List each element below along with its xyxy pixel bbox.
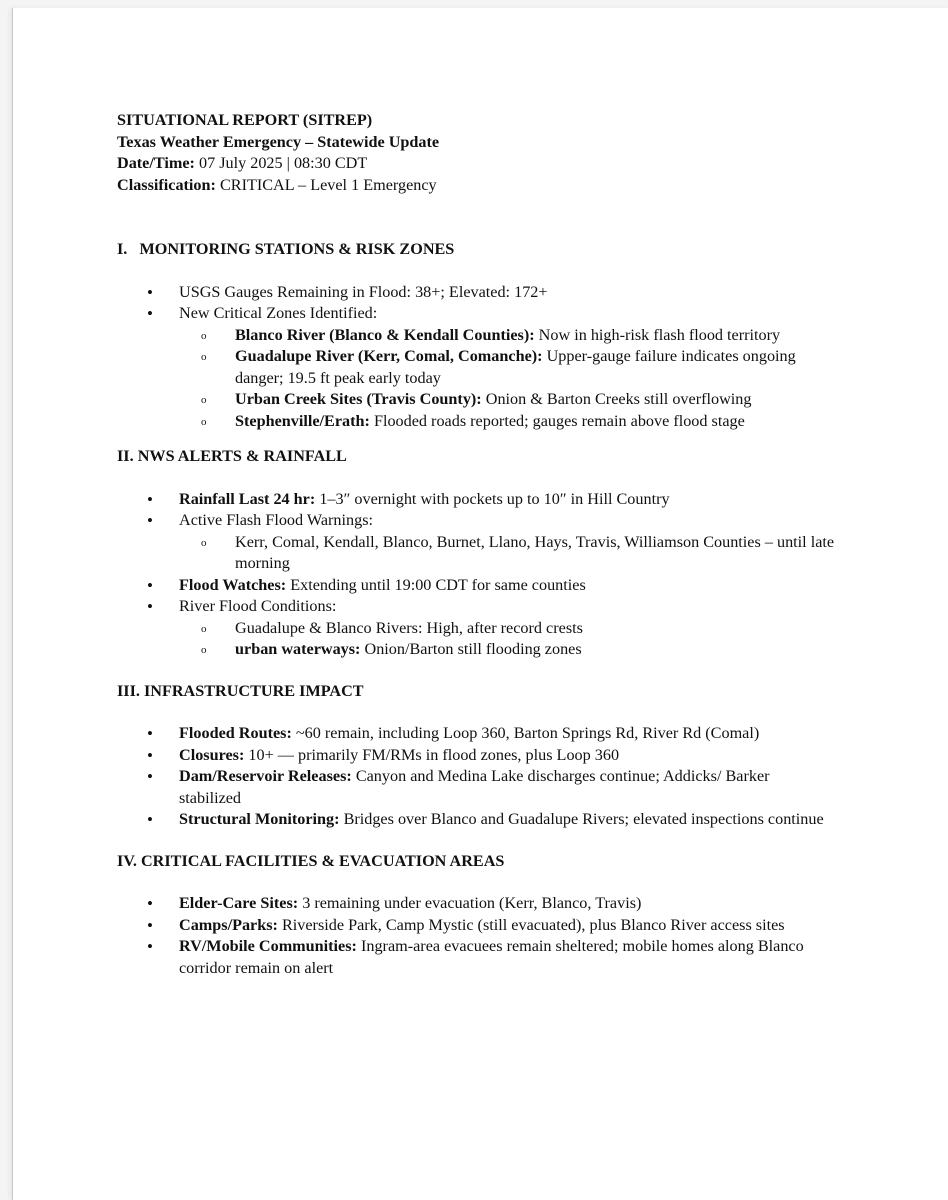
report-body — [117, 110, 857, 979]
section-4-heading: IV. CRITICAL FACILITIES & EVACUATION AREAS — [117, 851, 505, 870]
report-datetime: Date/Time: 07 July 2025 | 08:30 CDT — [117, 154, 368, 172]
list-item: • Camps/Parks: Riverside Park, Camp Mystic (still evacuated), plus Blanco River access sites — [117, 915, 857, 937]
list-item: • Closures: 10+ — primarily FM/RMs in flood zones, plus Loop 360 — [117, 745, 857, 767]
list-item: • Elder-Care Sites: 3 remaining under evacuation (Kerr, Blanco, Travis) — [117, 893, 857, 915]
report-subtitle: Texas Weather Emergency – Statewide Update — [117, 132, 440, 151]
section-3-list — [117, 723, 857, 831]
list-item: o urban waterways: Onion/Barton still flooding zones — [179, 639, 857, 661]
list-item: o Blanco River (Blanco & Kendall Counties): Now in high-risk flash flood territory — [179, 325, 845, 347]
list-item: o Stephenville/Erath: Flooded roads reported; gauges remain above flood stage — [179, 411, 857, 433]
section-2-heading: II. NWS ALERTS & RAINFALL — [117, 447, 347, 465]
list-item: • Structural Monitoring: Bridges over Blanco and Guadalupe Rivers; elevated inspections continue — [117, 809, 857, 831]
sub-list — [179, 532, 857, 575]
document-page — [12, 8, 948, 1200]
list-item: • USGS Gauges Remaining in Flood: 38+; Elevated: 172+ — [117, 282, 857, 304]
section-1-heading: I. MONITORING STATIONS & RISK ZONES — [117, 240, 455, 258]
sub-list — [179, 618, 857, 661]
list-item: • RV/Mobile Communities: Ingram-area evacuees remain sheltered; mobile homes along Blanco corridor remain on alert — [117, 936, 857, 979]
report-classification: Classification: CRITICAL – Level 1 Emergency — [117, 175, 437, 194]
list-item: o Kerr, Comal, Kendall, Blanco, Burnet, Llano, Hays, Travis, Williamson Counties – until late morning — [179, 532, 857, 575]
list-item: o Urban Creek Sites (Travis County): Onion & Barton Creeks still overflowing — [179, 389, 857, 411]
sub-list — [179, 325, 857, 433]
section-2-list — [117, 489, 857, 661]
list-item: • New Critical Zones Identified: o Blanco River (Blanco & Kendall Counties): Now in high-risk flash flood territory o Guadalupe River (Kerr, Comal, Comanche): Upper-gauge failure indicates ongoing danger; 19.5 ft peak early today o Urban Creek Sites (Travis County): Onion & Barton Creeks still overflowing o Stephenville/Erath: Flooded roads reported; gauges remain above flood stage — [117, 303, 857, 432]
list-item: • Dam/Reservoir Releases: Canyon and Medina Lake discharges continue; Addicks/ Barker stabilized — [117, 766, 779, 809]
section-1-list — [117, 282, 857, 433]
report-title: SITUATIONAL REPORT (SITREP) — [117, 111, 373, 129]
list-item: o Guadalupe River (Kerr, Comal, Comanche): Upper-gauge failure indicates ongoing danger; 19.5 ft peak early today — [179, 346, 845, 389]
list-item: • Flooded Routes: ~60 remain, including Loop 360, Barton Springs Rd, River Rd (Comal) — [117, 723, 857, 745]
list-item: • Flood Watches: Extending until 19:00 CDT for same counties — [117, 575, 857, 597]
section-3-heading: III. INFRASTRUCTURE IMPACT — [117, 681, 364, 700]
list-item: o Guadalupe & Blanco Rivers: High, after record crests — [179, 618, 857, 640]
list-item: • River Flood Conditions: o Guadalupe & Blanco Rivers: High, after record crests o urban waterways: Onion/Barton still flooding zones — [117, 596, 857, 661]
list-item: • Active Flash Flood Warnings: o Kerr, Comal, Kendall, Blanco, Burnet, Llano, Hays, Travis, Williamson Counties – until late morning — [117, 510, 857, 575]
section-4-list — [117, 893, 857, 979]
list-item: • Rainfall Last 24 hr: 1–3″ overnight with pockets up to 10″ in Hill Country — [117, 489, 857, 511]
